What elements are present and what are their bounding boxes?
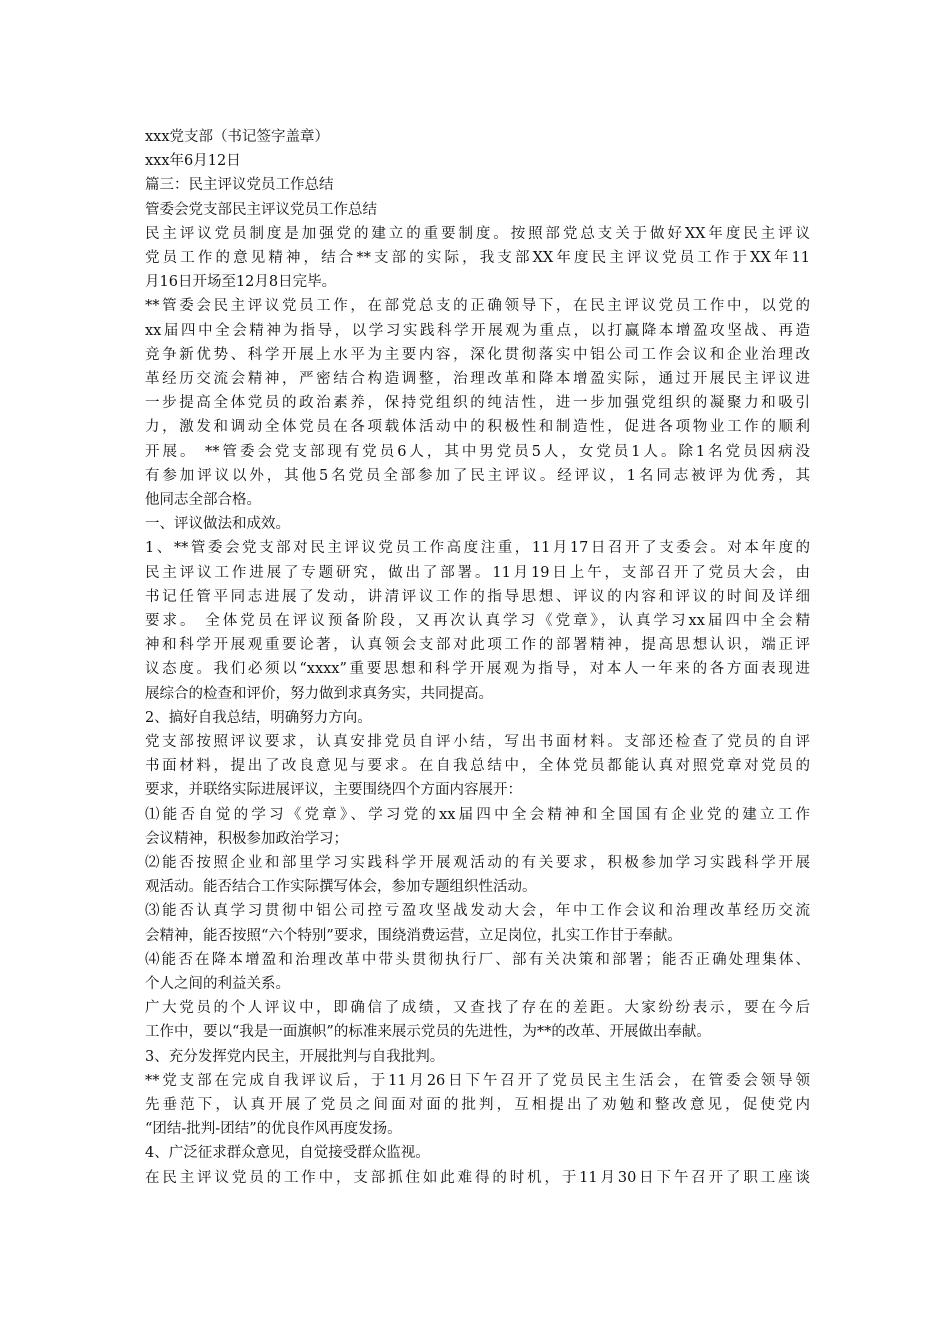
- text-line: 管委会党支部民主评议党员工作总结: [145, 201, 377, 218]
- text-line: 会精神，能否按照“六个特别”要求，围绕消费运营，立足岗位，扎实工作甘于奉献。: [145, 927, 682, 944]
- text-line: 有参加评议以外，其他5名党员全部参加了民主评议。经评议，1名同志被评为优秀，其: [145, 467, 810, 484]
- text-line: 开展。 **管委会党支部现有党员6人，其中男党员5人，女党员1人。除1名党员因病没: [145, 443, 810, 460]
- text-line: 先垂范下，认真开展了党员之间面对面的批判，互相提出了劝勉和整改意见，促使党内: [145, 1097, 810, 1113]
- text-line: 2、搞好自我总结，明确努力方向。: [145, 709, 372, 726]
- text-line: ⑷能否在降本增盈和治理改革中带头贯彻执行厂、部有关决策和部署；能否正确处理集体、: [145, 951, 810, 968]
- text-line: 一步提高全体党员的政治素养，保持党组织的纯洁性，进一步加强党组织的凝聚力和吸引: [145, 395, 810, 412]
- text-line: 书记任管平同志进展了发动，讲清评议工作的指导思想、评议的内容和评议的时间及详细: [145, 588, 810, 605]
- text-line: xxx年6月12日: [145, 153, 241, 170]
- text-line: 工作中，要以“我是一面旗帜”的标准来展示党员的先进性，为**的改革、开展做出奉献。: [145, 1024, 711, 1041]
- text-line: ⑴能否自觉的学习《党章》、学习党的xx届四中全会精神和全国国有企业党的建立工作: [145, 806, 810, 823]
- text-line: 他同志全部合格。: [145, 492, 261, 508]
- text-line: 议态度。我们必须以“xxxx”重要思想和科学开展观为指导，对本人一年来的各方面表现进: [145, 661, 810, 678]
- text-line: xxx党支部（书记签字盖章）: [145, 129, 330, 145]
- text-line: 个人之间的利益关系。: [145, 976, 290, 992]
- text-line: 在民主评议党员的工作中，支部抓住如此难得的时机，于11月30日下午召开了职工座谈: [145, 1169, 810, 1186]
- text-line: ⑶能否认真学习贯彻中铝公司控亏盈攻坚战发动大会，年中工作会议和治理改革经历交流: [145, 903, 810, 920]
- text-line: 党支部按照评议要求，认真安排党员自评小结，写出书面材料。支部还检查了党员的自评: [145, 734, 810, 750]
- text-line: 书面材料，提出了改良意见与要求。在自我总结中，全体党员都能认真对照党章对党员的: [145, 758, 810, 775]
- text-line: **管委会民主评议党员工作，在部党总支的正确领导下，在民主评议党员工作中，以党的: [145, 298, 810, 315]
- text-line: 民主评议工作进展了专题研究，做出了部署。11月19日上午，支部召开了党员大会，由: [145, 564, 810, 581]
- text-line: 党员工作的意见精神，结合**支部的实际，我支部XX年度民主评议党员工作于XX年11: [145, 250, 810, 266]
- text-line: 革经历交流会精神，严密结合构造调整，治理改革和降本增盈实际，通过开展民主评议进: [145, 371, 810, 387]
- text-line: 要求，并联络实际进展评议，主要围绕四个方面内容展开：: [145, 782, 522, 799]
- text-line: 会议精神，积极参加政治学习；: [145, 830, 348, 847]
- text-line: ⑵能否按照企业和部里学习实践科学开展观活动的有关要求，积极参加学习实践科学开展: [145, 855, 810, 871]
- text-line: **党支部在完成自我评议后，于11月26日下午召开了党员民主生活会，在管委会领导领: [145, 1072, 810, 1089]
- text-line: 神和科学开展观重要论著，认真领会支部对此项工作的部署精神，提高思想认识，端正评: [145, 637, 810, 654]
- text-line: 观活动。能否结合工作实际撰写体会，参加专题组织性活动。: [145, 879, 537, 896]
- text-line: 4、广泛征求群众意见，自觉接受群众监视。: [145, 1145, 430, 1162]
- text-line: 1、**管委会党支部对民主评议党员工作高度注重，11月17日召开了支委会。对本年度的: [145, 540, 810, 557]
- text-line: 竞争新优势、科学开展上水平为主要内容，深化贯彻落实中铝公司工作会议和企业治理改: [145, 346, 810, 363]
- text-line: 要求。 全体党员在评议预备阶段，又再次认真学习《党章》，认真学习xx届四中全会精: [145, 613, 810, 629]
- text-line: 一、评议做法和成效。: [145, 516, 290, 533]
- text-line: xx届四中全会精神为指导，以学习实践科学开展观为重点，以打赢降本增盈攻坚战、再造: [145, 322, 810, 339]
- text-line: 3、充分发挥党内民主，开展批判与自我批判。: [145, 1048, 445, 1065]
- text-line: 月16日开场至12月8日完毕。: [145, 274, 337, 291]
- text-line: 力，激发和调动全体党员在各项载体活动中的积极性和制造性，促进各项物业工作的顺利: [145, 419, 810, 436]
- text-line: “团结-批判-团结”的优良作风再度发扬。: [145, 1121, 402, 1138]
- text-line: 篇三：民主评议党员工作总结: [145, 177, 334, 194]
- text-line: 展综合的检查和评价，努力做到求真务实，共同提高。: [145, 685, 493, 702]
- text-line: 广大党员的个人评议中，即确信了成绩，又查找了存在的差距。大家纷纷表示，要在今后: [145, 1000, 810, 1017]
- text-line: 民主评议党员制度是加强党的建立的重要制度。按照部党总支关于做好XX年度民主评议: [145, 225, 810, 242]
